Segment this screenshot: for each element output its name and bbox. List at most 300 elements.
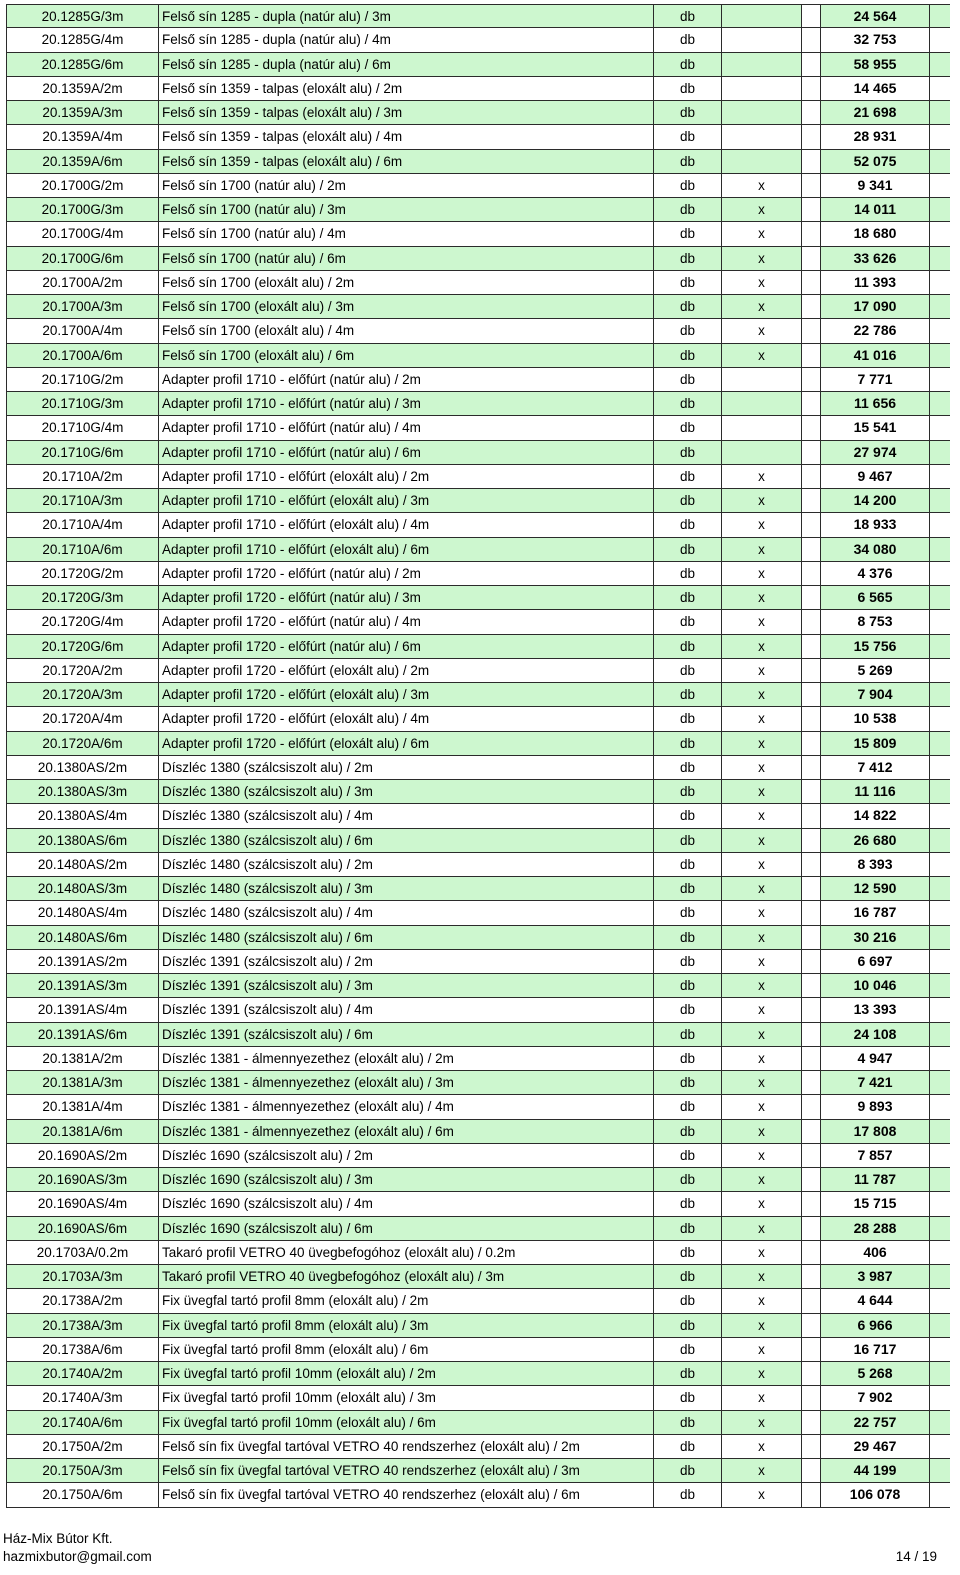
row-tail (930, 538, 950, 561)
unit-cell: db (654, 150, 722, 173)
stock-mark: x (722, 1095, 802, 1118)
unit-cell: db (654, 1386, 722, 1409)
table-row (6, 998, 950, 1022)
stock-mark: x (722, 635, 802, 658)
stock-mark: x (722, 1338, 802, 1361)
stock-mark: x (722, 707, 802, 730)
product-name: Adapter profil 1720 - előfúrt (eloxált alu) / 2m (159, 659, 654, 682)
price-cell: 16 787 (820, 901, 930, 924)
column-gap (802, 1289, 820, 1312)
column-gap (802, 1168, 820, 1191)
product-code: 20.1690AS/4m (6, 1192, 159, 1215)
product-code: 20.1738A/6m (6, 1338, 159, 1361)
unit-cell: db (654, 198, 722, 221)
stock-mark: x (722, 586, 802, 609)
stock-mark: x (722, 562, 802, 585)
column-gap (802, 513, 820, 536)
table-row (6, 756, 950, 780)
unit-cell: db (654, 101, 722, 124)
row-tail (930, 877, 950, 900)
row-tail (930, 150, 950, 173)
column-gap (802, 659, 820, 682)
table-row (6, 441, 950, 465)
table-row (6, 1217, 950, 1241)
stock-mark: x (722, 683, 802, 706)
column-gap (802, 1338, 820, 1361)
stock-mark (722, 5, 802, 27)
column-gap (802, 1192, 820, 1215)
unit-cell: db (654, 780, 722, 803)
stock-mark: x (722, 271, 802, 294)
column-gap (802, 174, 820, 197)
table-row (6, 344, 950, 368)
price-cell: 26 680 (820, 829, 930, 852)
price-cell: 34 080 (820, 538, 930, 561)
table-row (6, 635, 950, 659)
column-gap (802, 635, 820, 658)
unit-cell: db (654, 732, 722, 755)
column-gap (802, 610, 820, 633)
stock-mark: x (722, 1192, 802, 1215)
table-row (6, 368, 950, 392)
unit-cell: db (654, 659, 722, 682)
stock-mark: x (722, 1168, 802, 1191)
price-table (6, 4, 950, 1508)
product-code: 20.1380AS/2m (6, 756, 159, 779)
column-gap (802, 1241, 820, 1264)
stock-mark: x (722, 1047, 802, 1070)
product-code: 20.1690AS/6m (6, 1217, 159, 1240)
product-name: Adapter profil 1710 - előfúrt (eloxált alu) / 4m (159, 513, 654, 536)
product-name: Díszléc 1380 (szálcsiszolt alu) / 2m (159, 756, 654, 779)
product-code: 20.1710G/4m (6, 416, 159, 439)
row-tail (930, 635, 950, 658)
table-row (6, 1120, 950, 1144)
unit-cell: db (654, 998, 722, 1021)
product-name: Adapter profil 1720 - előfúrt (natúr alu) / 6m (159, 635, 654, 658)
price-cell: 27 974 (820, 441, 930, 464)
unit-cell: db (654, 1241, 722, 1264)
table-row (6, 1168, 950, 1192)
column-gap (802, 125, 820, 148)
product-name: Felső sín 1359 - talpas (eloxált alu) / 3m (159, 101, 654, 124)
stock-mark: x (722, 465, 802, 488)
table-row (6, 247, 950, 271)
product-code: 20.1480AS/4m (6, 901, 159, 924)
stock-mark: x (722, 804, 802, 827)
product-code: 20.1380AS/3m (6, 780, 159, 803)
product-code: 20.1381A/6m (6, 1120, 159, 1143)
product-name: Adapter profil 1710 - előfúrt (natúr alu) / 3m (159, 392, 654, 415)
stock-mark: x (722, 513, 802, 536)
column-gap (802, 1314, 820, 1337)
row-tail (930, 1289, 950, 1312)
unit-cell: db (654, 707, 722, 730)
table-row (6, 1144, 950, 1168)
product-name: Felső sín fix üvegfal tartóval VETRO 40 rendszerhez (eloxált alu) / 2m (159, 1435, 654, 1458)
product-code: 20.1710A/4m (6, 513, 159, 536)
price-cell: 32 753 (820, 28, 930, 51)
product-code: 20.1700G/4m (6, 222, 159, 245)
table-row (6, 465, 950, 489)
table-row (6, 77, 950, 101)
product-code: 20.1720G/2m (6, 562, 159, 585)
row-tail (930, 998, 950, 1021)
unit-cell: db (654, 77, 722, 100)
column-gap (802, 562, 820, 585)
product-name: Díszléc 1480 (szálcsiszolt alu) / 2m (159, 853, 654, 876)
product-name: Adapter profil 1710 - előfúrt (eloxált alu) / 6m (159, 538, 654, 561)
row-tail (930, 1483, 950, 1506)
table-row (6, 877, 950, 901)
row-tail (930, 101, 950, 124)
product-name: Takaró profil VETRO 40 üvegbefogóhoz (eloxált alu) / 0.2m (159, 1241, 654, 1264)
unit-cell: db (654, 125, 722, 148)
table-row (6, 780, 950, 804)
row-tail (930, 465, 950, 488)
column-gap (802, 1071, 820, 1094)
unit-cell: db (654, 926, 722, 949)
unit-cell: db (654, 1435, 722, 1458)
price-cell: 15 756 (820, 635, 930, 658)
table-row (6, 416, 950, 440)
stock-mark: x (722, 538, 802, 561)
unit-cell: db (654, 683, 722, 706)
stock-mark (722, 441, 802, 464)
stock-mark (722, 416, 802, 439)
column-gap (802, 538, 820, 561)
price-cell: 4 376 (820, 562, 930, 585)
column-gap (802, 441, 820, 464)
stock-mark: x (722, 295, 802, 318)
product-code: 20.1700A/2m (6, 271, 159, 294)
column-gap (802, 489, 820, 512)
table-row (6, 1435, 950, 1459)
table-row (6, 926, 950, 950)
row-tail (930, 416, 950, 439)
row-tail (930, 1314, 950, 1337)
stock-mark: x (722, 659, 802, 682)
product-code: 20.1690AS/2m (6, 1144, 159, 1167)
product-name: Adapter profil 1710 - előfúrt (natúr alu) / 2m (159, 368, 654, 391)
row-tail (930, 1071, 950, 1094)
product-code: 20.1720A/6m (6, 732, 159, 755)
price-cell: 14 465 (820, 77, 930, 100)
row-tail (930, 1120, 950, 1143)
unit-cell: db (654, 319, 722, 342)
price-cell: 7 902 (820, 1386, 930, 1409)
product-code: 20.1720G/4m (6, 610, 159, 633)
column-gap (802, 586, 820, 609)
unit-cell: db (654, 853, 722, 876)
stock-mark (722, 125, 802, 148)
price-cell: 9 341 (820, 174, 930, 197)
row-tail (930, 1047, 950, 1070)
product-name: Díszléc 1480 (szálcsiszolt alu) / 4m (159, 901, 654, 924)
column-gap (802, 416, 820, 439)
product-code: 20.1285G/6m (6, 53, 159, 76)
product-code: 20.1700G/3m (6, 198, 159, 221)
stock-mark (722, 77, 802, 100)
product-code: 20.1285G/3m (6, 5, 159, 27)
unit-cell: db (654, 538, 722, 561)
table-row (6, 1338, 950, 1362)
column-gap (802, 926, 820, 949)
row-tail (930, 247, 950, 270)
stock-mark (722, 368, 802, 391)
product-code: 20.1391AS/6m (6, 1023, 159, 1046)
product-name: Adapter profil 1720 - előfúrt (eloxált alu) / 3m (159, 683, 654, 706)
column-gap (802, 1217, 820, 1240)
product-code: 20.1740A/6m (6, 1411, 159, 1434)
product-name: Díszléc 1380 (szálcsiszolt alu) / 6m (159, 829, 654, 852)
stock-mark: x (722, 1120, 802, 1143)
price-cell: 9 893 (820, 1095, 930, 1118)
price-cell: 7 412 (820, 756, 930, 779)
price-cell: 5 269 (820, 659, 930, 682)
column-gap (802, 271, 820, 294)
price-cell: 22 757 (820, 1411, 930, 1434)
product-code: 20.1391AS/2m (6, 950, 159, 973)
company-name: Ház-Mix Bútor Kft. (3, 1531, 113, 1546)
column-gap (802, 392, 820, 415)
product-name: Díszléc 1480 (szálcsiszolt alu) / 6m (159, 926, 654, 949)
product-code: 20.1381A/2m (6, 1047, 159, 1070)
price-cell: 14 011 (820, 198, 930, 221)
row-tail (930, 77, 950, 100)
stock-mark: x (722, 174, 802, 197)
row-tail (930, 683, 950, 706)
product-name: Adapter profil 1720 - előfúrt (natúr alu) / 2m (159, 562, 654, 585)
table-row (6, 853, 950, 877)
product-code: 20.1720G/3m (6, 586, 159, 609)
product-name: Adapter profil 1710 - előfúrt (natúr alu) / 4m (159, 416, 654, 439)
stock-mark: x (722, 1144, 802, 1167)
stock-mark: x (722, 1435, 802, 1458)
product-code: 20.1740A/2m (6, 1362, 159, 1385)
product-name: Díszléc 1391 (szálcsiszolt alu) / 2m (159, 950, 654, 973)
stock-mark: x (722, 247, 802, 270)
table-row (6, 1023, 950, 1047)
product-code: 20.1750A/6m (6, 1483, 159, 1506)
table-row (6, 1362, 950, 1386)
row-tail (930, 562, 950, 585)
column-gap (802, 28, 820, 51)
product-name: Felső sín 1285 - dupla (natúr alu) / 6m (159, 53, 654, 76)
column-gap (802, 974, 820, 997)
price-cell: 7 857 (820, 1144, 930, 1167)
stock-mark: x (722, 732, 802, 755)
row-tail (930, 1411, 950, 1434)
column-gap (802, 683, 820, 706)
product-code: 20.1359A/3m (6, 101, 159, 124)
column-gap (802, 998, 820, 1021)
product-code: 20.1380AS/6m (6, 829, 159, 852)
unit-cell: db (654, 1047, 722, 1070)
product-name: Felső sín 1359 - talpas (eloxált alu) / 2m (159, 77, 654, 100)
unit-cell: db (654, 1362, 722, 1385)
unit-cell: db (654, 53, 722, 76)
product-name: Felső sín 1700 (natúr alu) / 2m (159, 174, 654, 197)
row-tail (930, 732, 950, 755)
product-name: Díszléc 1381 - álmennyezethez (eloxált alu) / 2m (159, 1047, 654, 1070)
price-cell: 11 393 (820, 271, 930, 294)
table-row (6, 101, 950, 125)
table-row (6, 1411, 950, 1435)
column-gap (802, 77, 820, 100)
product-name: Díszléc 1690 (szálcsiszolt alu) / 2m (159, 1144, 654, 1167)
row-tail (930, 1459, 950, 1482)
table-row (6, 901, 950, 925)
table-row (6, 125, 950, 149)
unit-cell: db (654, 562, 722, 585)
product-name: Díszléc 1690 (szálcsiszolt alu) / 4m (159, 1192, 654, 1215)
price-cell: 11 116 (820, 780, 930, 803)
product-name: Adapter profil 1720 - előfúrt (eloxált alu) / 6m (159, 732, 654, 755)
table-row (6, 1386, 950, 1410)
price-cell: 4 947 (820, 1047, 930, 1070)
row-tail (930, 53, 950, 76)
product-code: 20.1703A/3m (6, 1265, 159, 1288)
column-gap (802, 732, 820, 755)
product-name: Felső sín 1700 (eloxált alu) / 4m (159, 319, 654, 342)
unit-cell: db (654, 635, 722, 658)
product-name: Adapter profil 1720 - előfúrt (eloxált alu) / 4m (159, 707, 654, 730)
stock-mark: x (722, 1314, 802, 1337)
product-code: 20.1740A/3m (6, 1386, 159, 1409)
table-row (6, 295, 950, 319)
price-cell: 16 717 (820, 1338, 930, 1361)
product-name: Felső sín 1700 (natúr alu) / 6m (159, 247, 654, 270)
unit-cell: db (654, 1023, 722, 1046)
unit-cell: db (654, 271, 722, 294)
stock-mark: x (722, 1071, 802, 1094)
product-name: Fix üvegfal tartó profil 10mm (eloxált alu) / 2m (159, 1362, 654, 1385)
column-gap (802, 101, 820, 124)
table-row (6, 53, 950, 77)
product-code: 20.1480AS/6m (6, 926, 159, 949)
product-name: Felső sín 1700 (eloxált alu) / 3m (159, 295, 654, 318)
unit-cell: db (654, 174, 722, 197)
table-row (6, 538, 950, 562)
contact-email[interactable]: hazmixbutor@gmail.com (3, 1549, 152, 1564)
row-tail (930, 295, 950, 318)
row-tail (930, 344, 950, 367)
unit-cell: db (654, 465, 722, 488)
product-name: Díszléc 1380 (szálcsiszolt alu) / 3m (159, 780, 654, 803)
row-tail (930, 586, 950, 609)
unit-cell: db (654, 1217, 722, 1240)
price-cell: 44 199 (820, 1459, 930, 1482)
unit-cell: db (654, 1120, 722, 1143)
stock-mark: x (722, 344, 802, 367)
unit-cell: db (654, 1144, 722, 1167)
table-row (6, 1314, 950, 1338)
stock-mark (722, 101, 802, 124)
row-tail (930, 950, 950, 973)
unit-cell: db (654, 586, 722, 609)
column-gap (802, 344, 820, 367)
product-code: 20.1710G/2m (6, 368, 159, 391)
column-gap (802, 1047, 820, 1070)
unit-cell: db (654, 1168, 722, 1191)
product-name: Díszléc 1381 - álmennyezethez (eloxált alu) / 3m (159, 1071, 654, 1094)
stock-mark: x (722, 1023, 802, 1046)
product-name: Adapter profil 1710 - előfúrt (eloxált alu) / 2m (159, 465, 654, 488)
unit-cell: db (654, 247, 722, 270)
row-tail (930, 804, 950, 827)
row-tail (930, 1144, 950, 1167)
unit-cell: db (654, 1411, 722, 1434)
column-gap (802, 1023, 820, 1046)
price-cell: 8 393 (820, 853, 930, 876)
price-cell: 4 644 (820, 1289, 930, 1312)
product-code: 20.1700A/6m (6, 344, 159, 367)
product-code: 20.1700G/6m (6, 247, 159, 270)
row-tail (930, 368, 950, 391)
row-tail (930, 1192, 950, 1215)
price-cell: 24 564 (820, 5, 930, 27)
unit-cell: db (654, 974, 722, 997)
product-code: 20.1710A/2m (6, 465, 159, 488)
page-footer (3, 1530, 943, 1566)
row-tail (930, 1217, 950, 1240)
row-tail (930, 1362, 950, 1385)
column-gap (802, 877, 820, 900)
row-tail (930, 926, 950, 949)
price-cell: 18 680 (820, 222, 930, 245)
product-code: 20.1359A/6m (6, 150, 159, 173)
column-gap (802, 707, 820, 730)
stock-mark: x (722, 198, 802, 221)
product-name: Felső sín 1359 - talpas (eloxált alu) / 6m (159, 150, 654, 173)
row-tail (930, 1168, 950, 1191)
row-tail (930, 489, 950, 512)
row-tail (930, 853, 950, 876)
stock-mark: x (722, 222, 802, 245)
product-code: 20.1750A/3m (6, 1459, 159, 1482)
product-name: Díszléc 1391 (szálcsiszolt alu) / 4m (159, 998, 654, 1021)
product-code: 20.1750A/2m (6, 1435, 159, 1458)
column-gap (802, 5, 820, 27)
column-gap (802, 465, 820, 488)
stock-mark (722, 392, 802, 415)
price-cell: 52 075 (820, 150, 930, 173)
price-cell: 14 200 (820, 489, 930, 512)
price-cell: 106 078 (820, 1483, 930, 1506)
product-name: Fix üvegfal tartó profil 8mm (eloxált alu) / 6m (159, 1338, 654, 1361)
stock-mark: x (722, 756, 802, 779)
row-tail (930, 28, 950, 51)
unit-cell: db (654, 1265, 722, 1288)
stock-mark (722, 53, 802, 76)
stock-mark: x (722, 1411, 802, 1434)
product-code: 20.1380AS/4m (6, 804, 159, 827)
column-gap (802, 829, 820, 852)
table-row (6, 1241, 950, 1265)
table-row (6, 1047, 950, 1071)
table-row (6, 1265, 950, 1289)
product-name: Díszléc 1391 (szálcsiszolt alu) / 3m (159, 974, 654, 997)
row-tail (930, 319, 950, 342)
product-code: 20.1710A/3m (6, 489, 159, 512)
stock-mark: x (722, 1265, 802, 1288)
column-gap (802, 247, 820, 270)
price-cell: 11 787 (820, 1168, 930, 1191)
row-tail (930, 125, 950, 148)
row-tail (930, 271, 950, 294)
price-cell: 14 822 (820, 804, 930, 827)
